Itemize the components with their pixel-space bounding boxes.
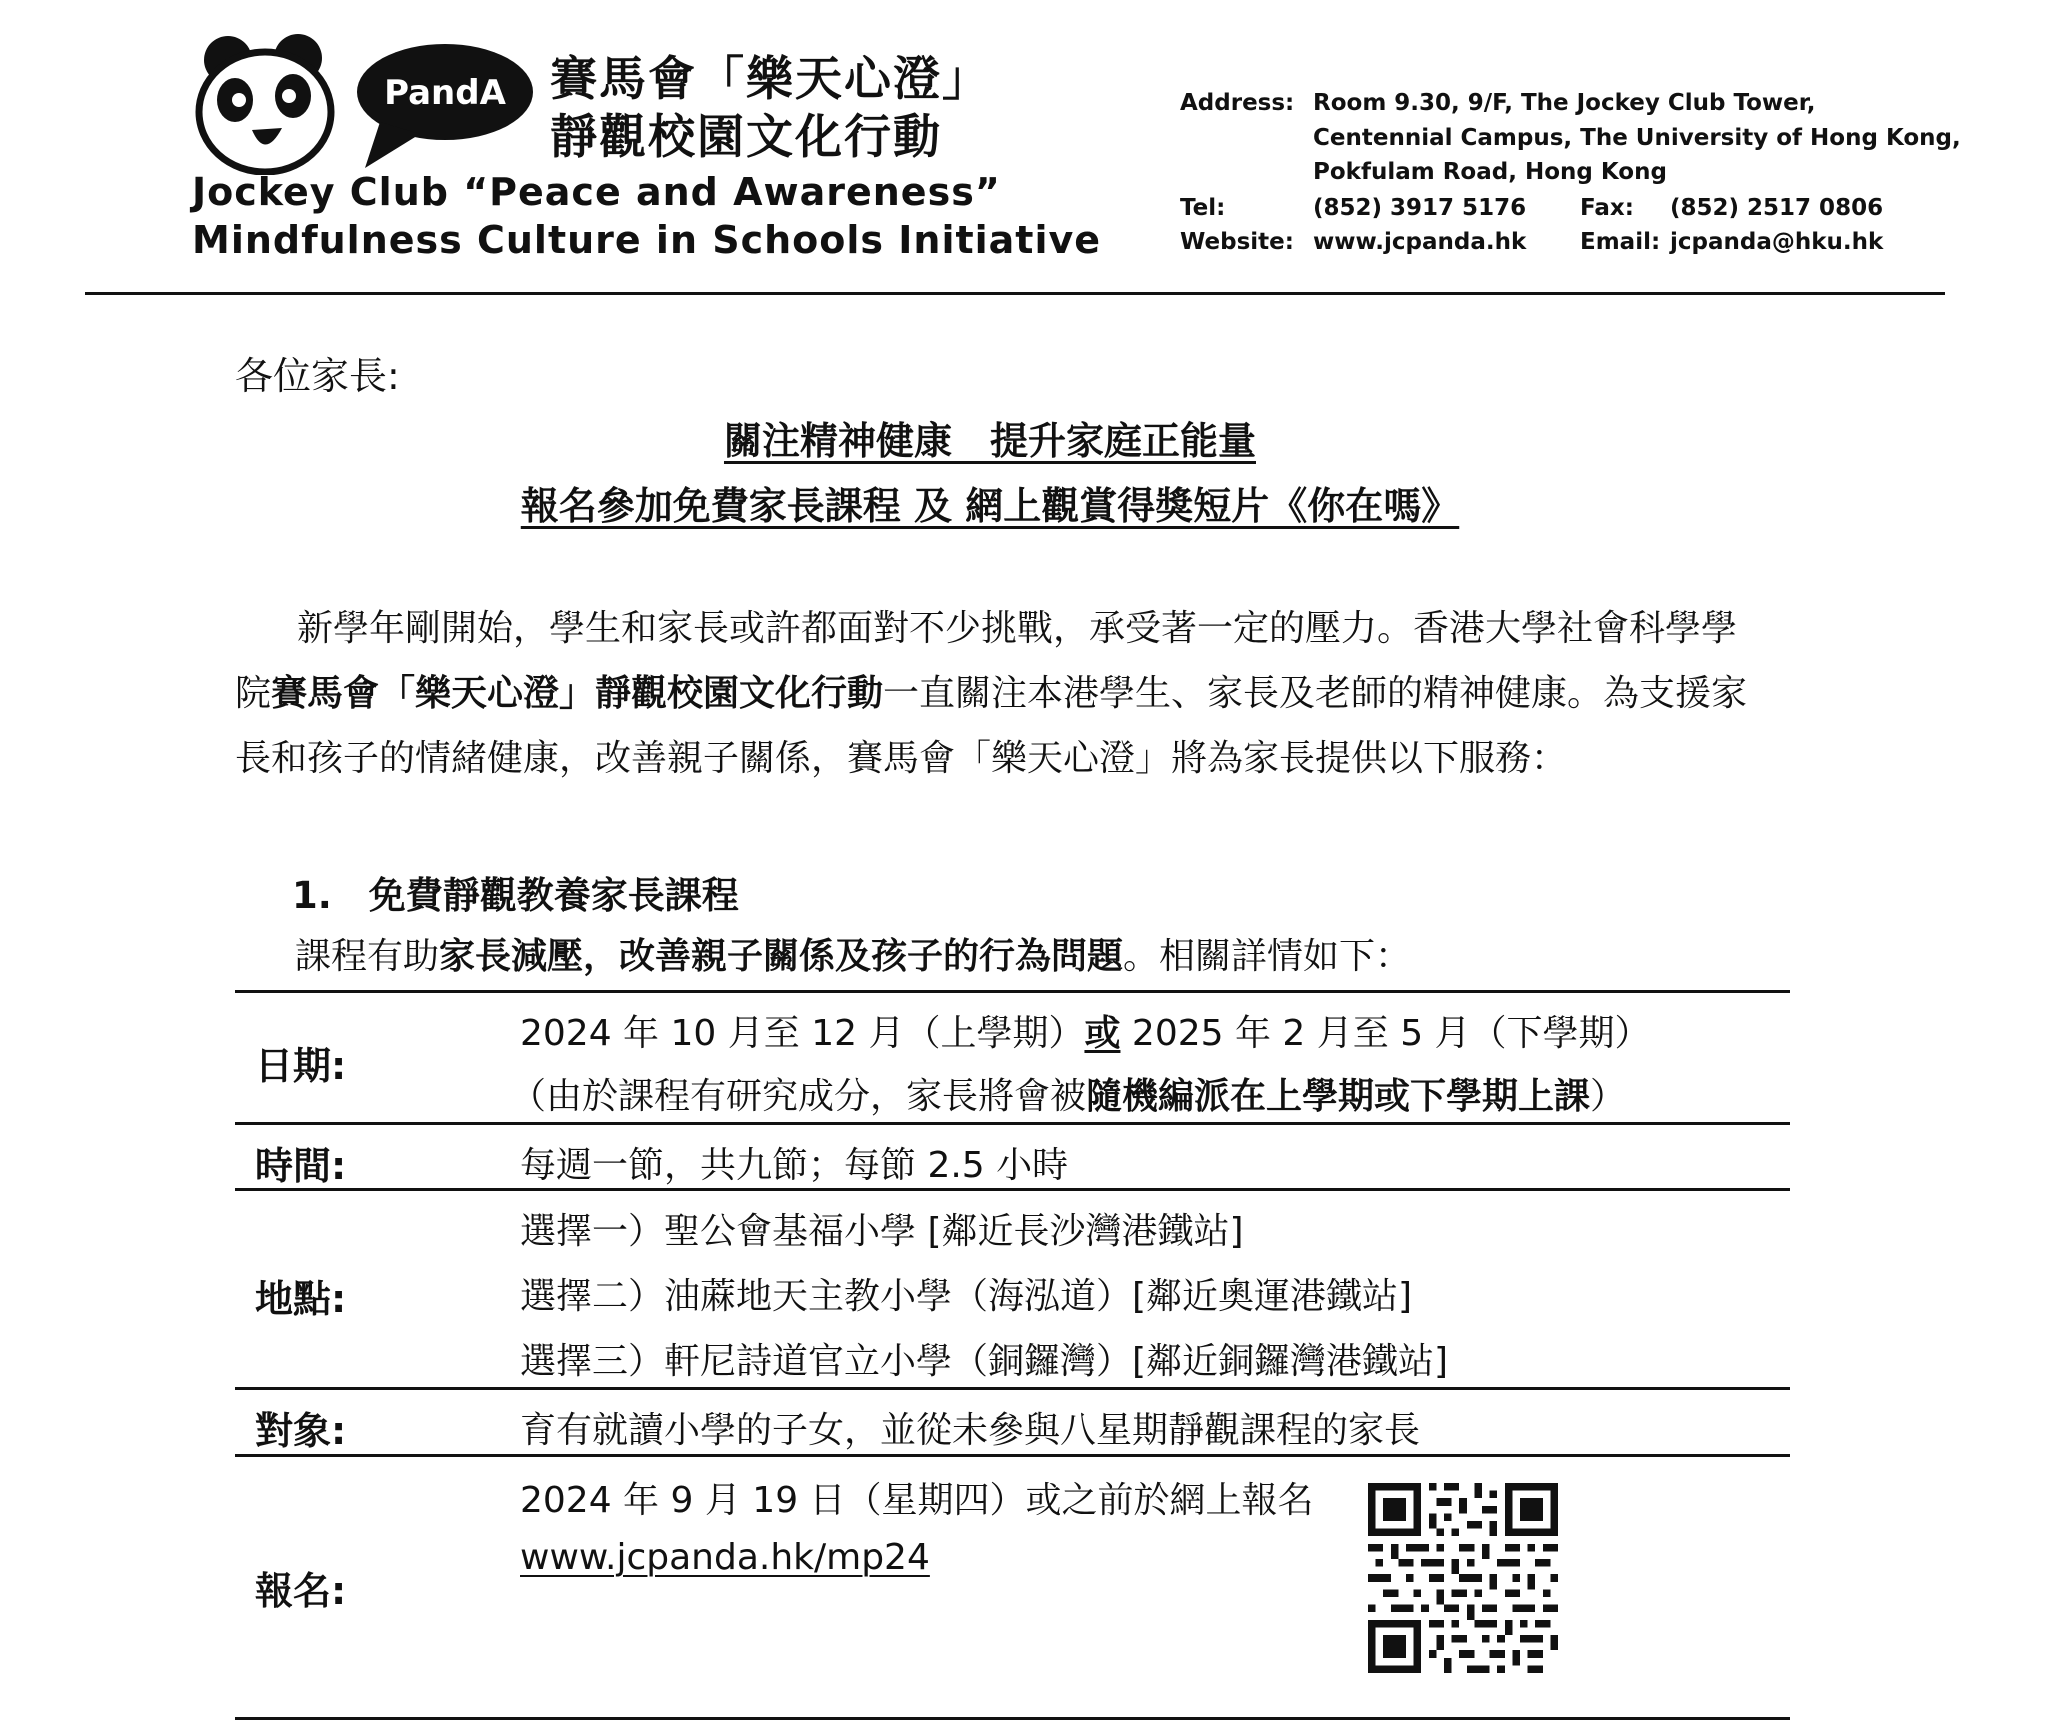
para-line3: 長和孩子的情緒健康，改善親子關係，賽馬會「樂天心澄」將為家長提供以下服務： xyxy=(235,738,1568,779)
table-rule-3 xyxy=(235,1387,1790,1390)
section1-intro: 課程有助家長減壓，改善親子關係及孩子的行為問題。相關詳情如下： xyxy=(295,936,1412,977)
date-value: 2024 年 10 月至 12 月（上學期）或 2025 年 2 月至 5 月（下學期） xyxy=(520,1013,1651,1054)
register-deadline: 2024 年 9 月 19 日（星期四）或之前於網上報名 xyxy=(520,1480,1314,1521)
section1-intro-bold: 家長減壓，改善親子關係及孩子的行為問題 xyxy=(439,936,1124,977)
target-value: 育有就讀小學的子女，並從未參與八星期靜觀課程的家長 xyxy=(520,1410,1421,1451)
letter-title-line1 xyxy=(0,410,1980,465)
fax-value: (852) 2517 0806 xyxy=(1670,195,1884,221)
tel-label: Tel: xyxy=(1180,195,1226,221)
email-label: Email: xyxy=(1580,229,1661,255)
venue-option-2: 選擇二）油蔴地天主教小學（海泓道）[鄰近奧運港鐵站] xyxy=(520,1276,1413,1317)
time-value: 每週一節，共九節；每節 2.5 小時 xyxy=(520,1145,1069,1186)
tel-value: (852) 3917 5176 xyxy=(1313,195,1527,221)
para-line2: 院賽馬會「樂天心澄」靜觀校園文化行動一直關注本港學生、家長及老師的精神健康。為支援家 xyxy=(235,673,1748,714)
table-rule-1 xyxy=(235,1122,1790,1125)
panda-face-icon xyxy=(199,34,331,172)
register-label: 報名: xyxy=(255,1569,347,1613)
email-link[interactable]: jcpanda@hku.hk xyxy=(1670,229,1884,255)
website-link[interactable]: www.jcpanda.hk xyxy=(1313,229,1527,255)
fax-label: Fax: xyxy=(1580,195,1634,221)
org-name-zh-line2: 靜觀校園文化行動 xyxy=(550,110,942,165)
org-name-zh-line1: 賽馬會「樂天心澄」 xyxy=(550,52,991,107)
intro-paragraph xyxy=(235,596,1815,791)
table-rule-2 xyxy=(235,1188,1790,1191)
para-line1: 新學年剛開始，學生和家長或許都面對不少挑戰，承受著一定的壓力。香港大學社會科學學 xyxy=(297,608,1738,649)
register-link[interactable] xyxy=(520,1537,930,1578)
address-label: Address: xyxy=(1180,90,1295,116)
org-name-en-line1: Jockey Club “Peace and Awareness” xyxy=(192,170,1001,214)
address-line2: Centennial Campus, The University of Hong Kong, xyxy=(1313,125,1961,151)
date-note: （由於課程有研究成分，家長將會被隨機編派在上學期或下學期上課） xyxy=(510,1076,1627,1117)
address-line3: Pokfulam Road, Hong Kong xyxy=(1313,159,1667,185)
letter-title-line2 xyxy=(0,475,1980,530)
panda-logo xyxy=(190,30,540,179)
salutation: 各位家長: xyxy=(235,354,400,398)
table-rule-bottom xyxy=(235,1717,1790,1720)
logo-badge-text: PandA xyxy=(384,73,506,113)
section1-heading: 1. 免費靜觀教養家長課程 xyxy=(292,874,739,917)
org-name-en-line2: Mindfulness Culture in Schools Initiative xyxy=(192,218,1102,262)
address-line1: Room 9.30, 9/F, The Jockey Club Tower, xyxy=(1313,90,1816,116)
qr-code-icon[interactable] xyxy=(1368,1483,1558,1673)
venue-label: 地點: xyxy=(255,1277,347,1321)
title-line1-text: 關注精神健康 提升家庭正能量 xyxy=(723,419,1256,463)
time-label: 時間: xyxy=(255,1144,347,1188)
venue-option-1: 選擇一）聖公會基福小學 [鄰近長沙灣港鐵站] xyxy=(520,1211,1244,1252)
table-rule-top xyxy=(235,990,1790,993)
title-line2-text: 報名參加免費家長課程 及 網上觀賞得獎短片《你在嗎》 xyxy=(520,484,1460,528)
date-label: 日期: xyxy=(255,1044,347,1088)
website-label: Website: xyxy=(1180,229,1294,255)
target-label: 對象: xyxy=(255,1409,347,1453)
venue-option-3: 選擇三）軒尼詩道官立小學（銅鑼灣）[鄰近銅鑼灣港鐵站] xyxy=(520,1341,1449,1382)
date-or: 或 xyxy=(1084,1013,1121,1054)
table-rule-4 xyxy=(235,1454,1790,1457)
register-url-text[interactable]: www.jcpanda.hk/mp24 xyxy=(520,1537,930,1578)
header-divider xyxy=(85,292,1945,295)
date-note-bold: 隨機編派在上學期或下學期上課 xyxy=(1086,1076,1591,1117)
initiative-name-bold: 賽馬會「樂天心澄」靜觀校園文化行動 xyxy=(271,673,884,714)
